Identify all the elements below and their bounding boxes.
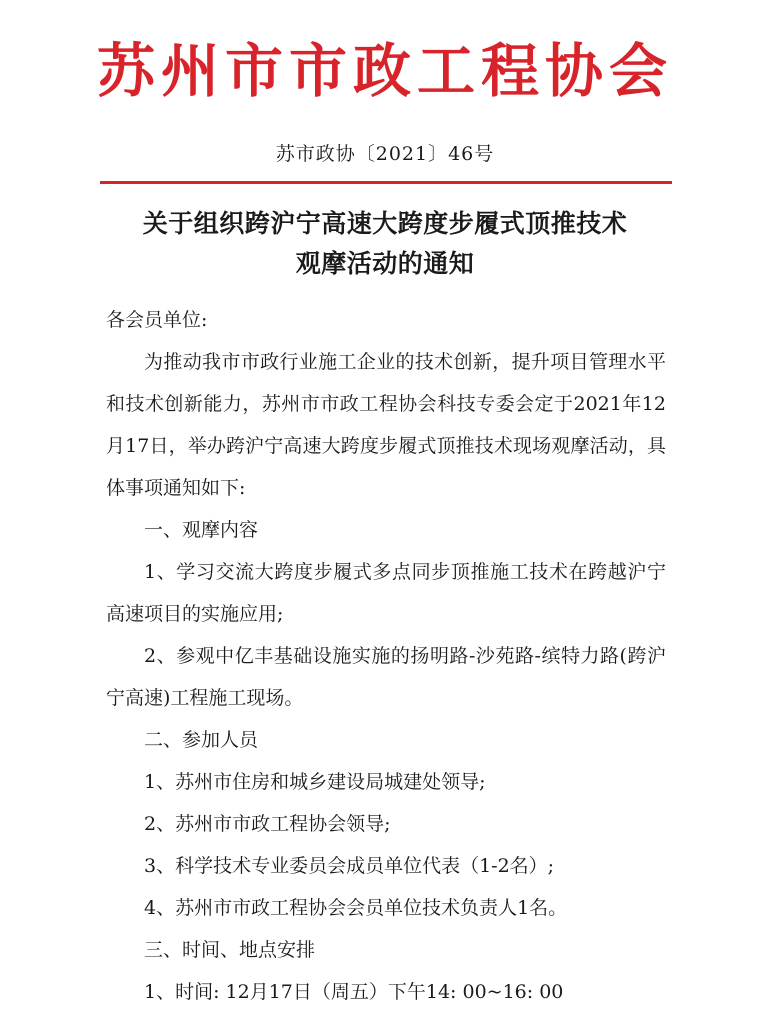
participant-item-3: 3、科学技术专业委员会成员单位代表（1-2名）;	[144, 855, 555, 877]
participant-item-1: 1、苏州市住房和城乡建设局城建处领导;	[144, 771, 486, 793]
notice-title-line-2: 观摩活动的通知	[295, 249, 475, 278]
organization-title: 苏州市市政工程协会	[96, 37, 673, 105]
section-heading-content: 一、观摩内容	[144, 519, 259, 541]
red-divider	[100, 181, 672, 184]
participant-item-2: 2、苏州市市政工程协会领导;	[144, 813, 391, 835]
notice-title	[80, 204, 690, 284]
participant-item-4: 4、苏州市市政工程协会会员单位技术负责人1名。	[144, 897, 568, 919]
document-number: 苏市政协〔2021〕46号	[275, 143, 495, 165]
salutation: 各会员单位:	[106, 309, 208, 331]
notice-body	[106, 299, 666, 1013]
section-heading-participants: 二、参加人员	[144, 729, 259, 751]
content-item-2: 2、参观中亿丰基础设施实施的扬明路-沙苑路-缤特力路(跨沪宁高速)工程施工现场。	[106, 645, 666, 709]
notice-title-line-1: 关于组织跨沪宁高速大跨度步履式顶推技术	[142, 209, 628, 238]
content-item-1: 1、学习交流大跨度步履式多点同步顶推施工技术在跨越沪宁高速项目的实施应用;	[106, 561, 666, 625]
schedule-item-1: 1、时间: 12月17日（周五）下午14: 00~16: 00	[144, 981, 564, 1003]
section-heading-schedule: 三、时间、地点安排	[144, 939, 316, 961]
intro-paragraph: 为推动我市市政行业施工企业的技术创新，提升项目管理水平和技术创新能力，苏州市市政工程协会科技专委会定于2021年12月17日，举办跨沪宁高速大跨度步履式顶推技术现场观摩活动，具体事项通知如下:	[106, 351, 666, 499]
